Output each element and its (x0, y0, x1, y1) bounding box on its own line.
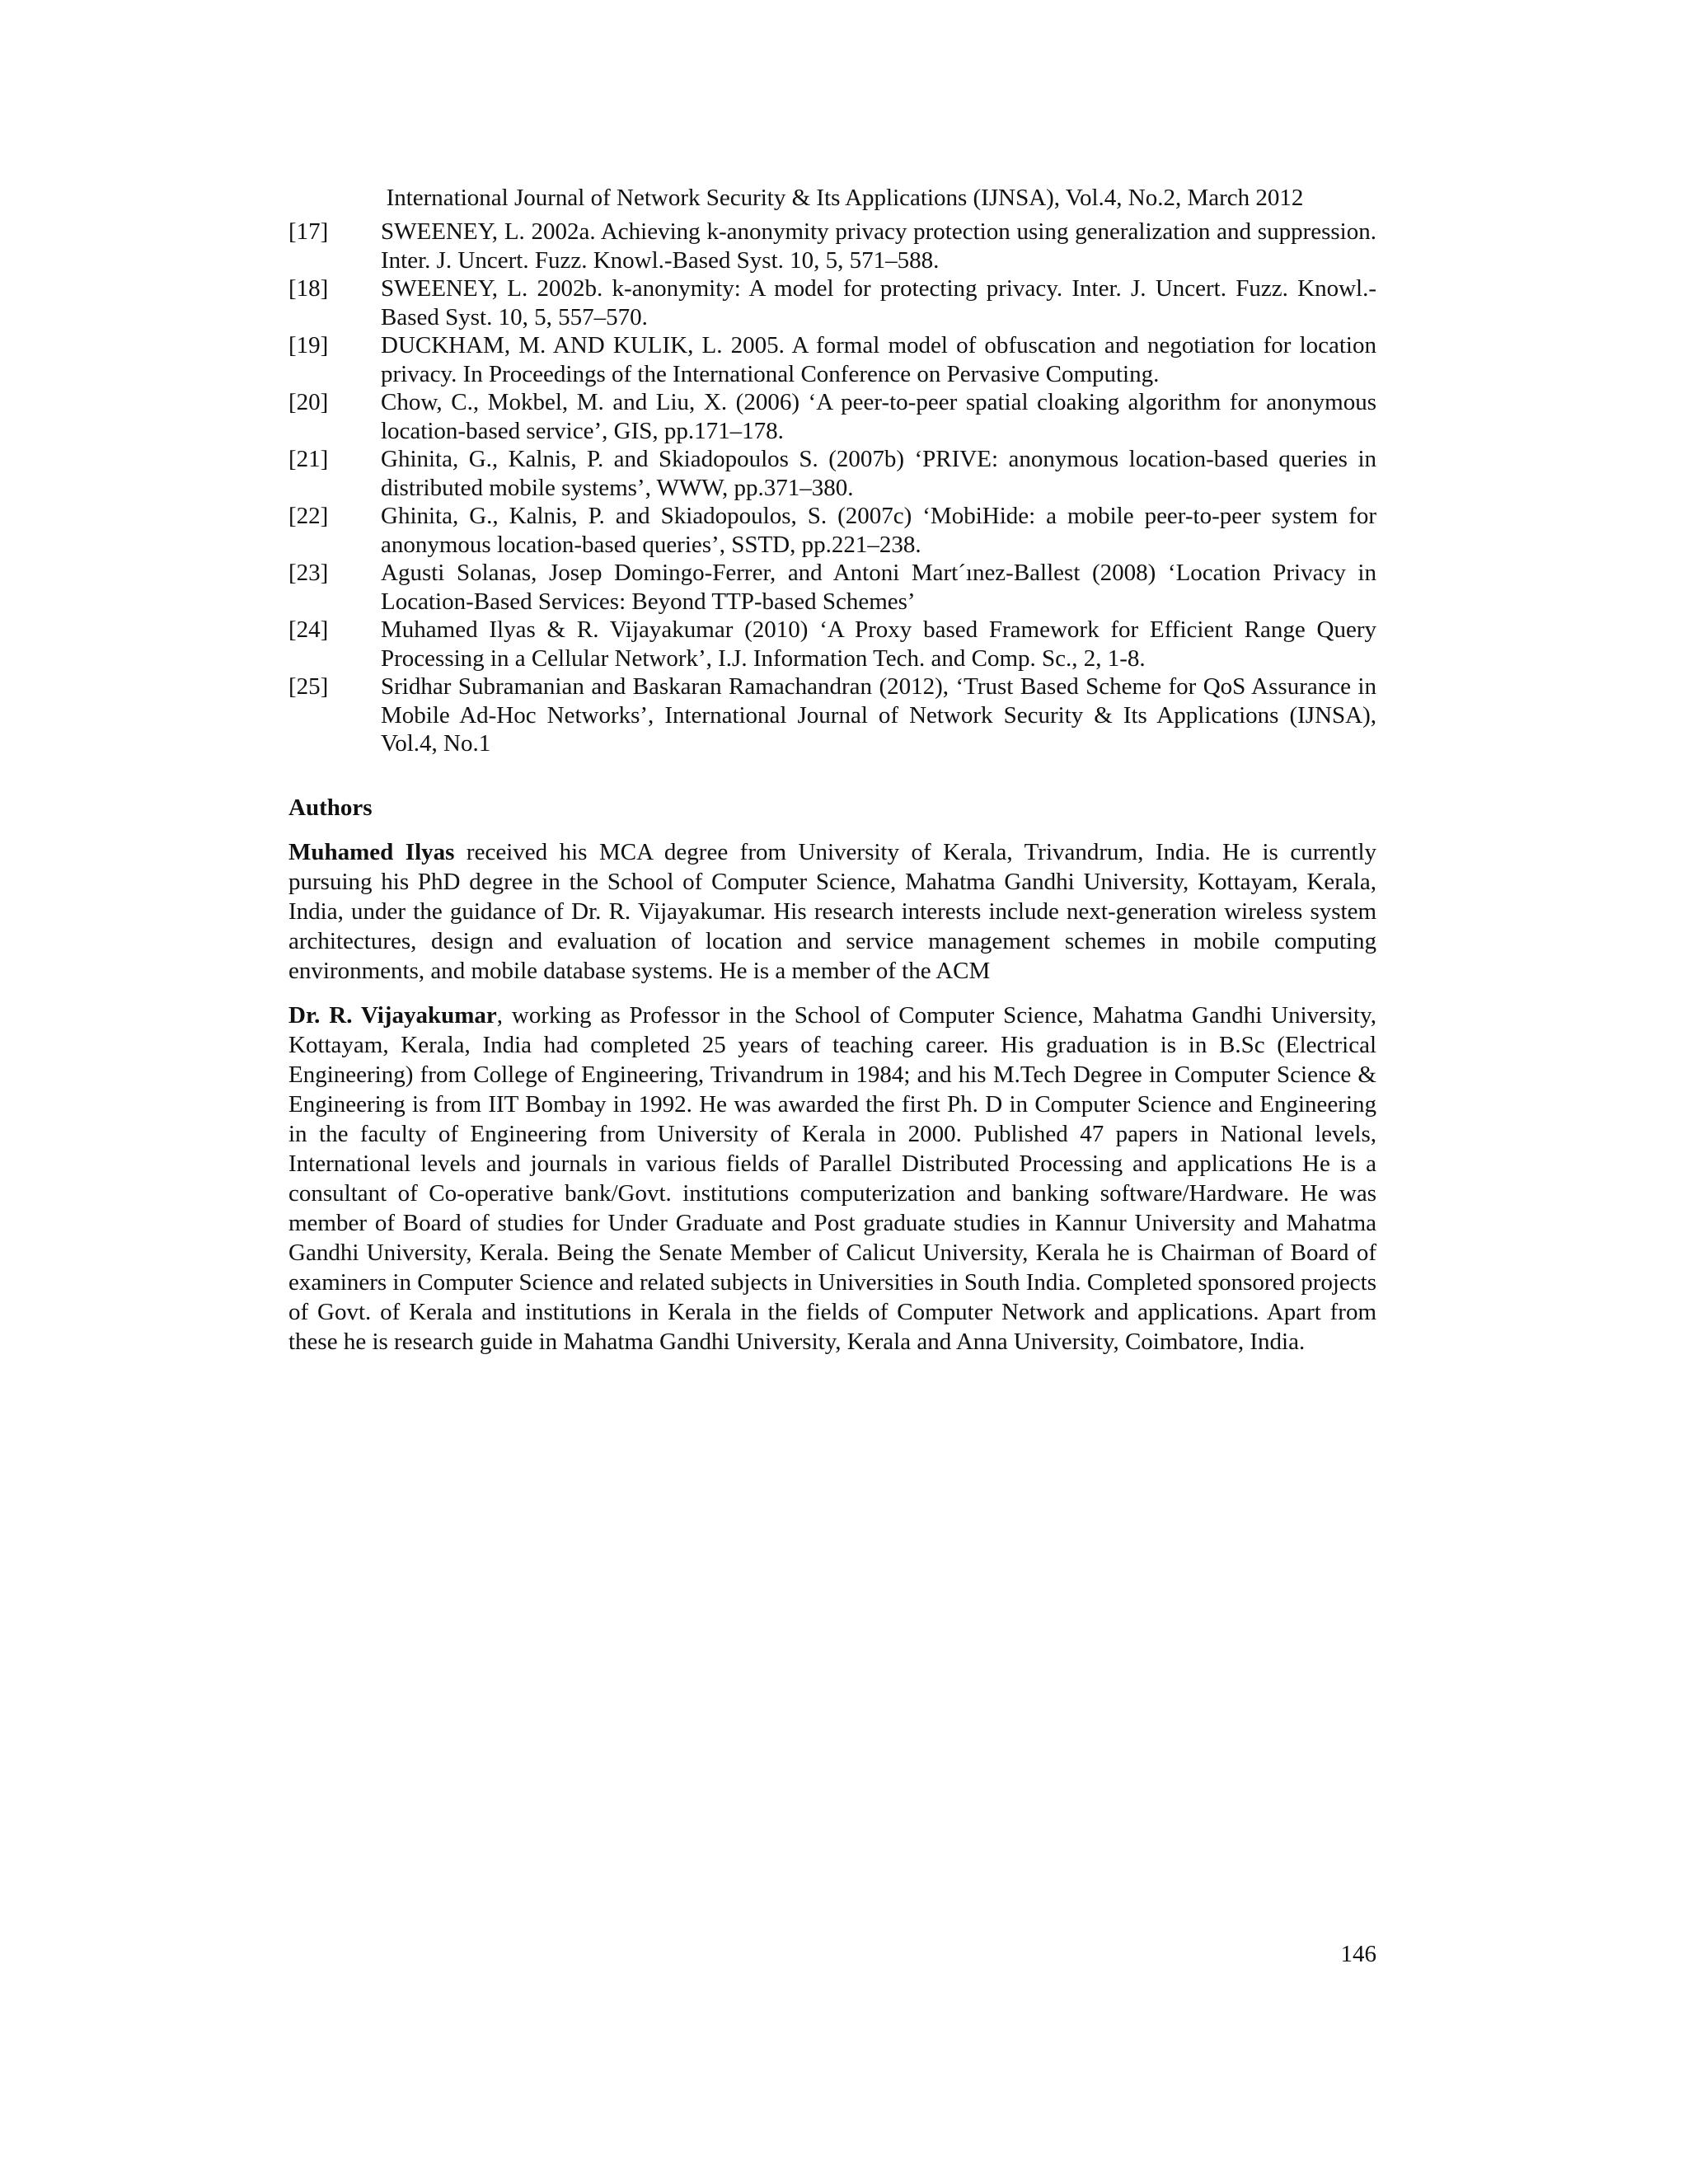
reference-item (288, 445, 1376, 502)
reference-text: Muhamed Ilyas & R. Vijayakumar (2010) ‘A Proxy based Framework for Efficient Range Query Processing in a Cellular Network’, I.J. Information Tech. and Comp. Sc., 2, 1-8. (381, 616, 1376, 672)
reference-list (288, 218, 1376, 758)
author-bio-text: , working as Professor in the School of Computer Science, Mahatma Gandhi University, Kottayam, Kerala, India had completed 25 years of teaching career. His graduation is in B.Sc (Electrical Engineering) from College of Engineering, Trivandrum in 1984; and his M.Tech Degree in Computer Science & Engineering is from IIT Bombay in 1992. He was awarded the first Ph. D in Computer Science and Engineering in the faculty of Engineering from University of Kerala in 2000. Published 47 papers in National levels, International levels and journals in various fields of Parallel Distributed Processing and applications He is a consultant of Co-operative bank/Govt. institutions computerization and banking software/Hardware. He was member of Board of studies for Under Graduate and Post graduate studies in Kannur University and Mahatma Gandhi University, Kerala. Being the Senate Member of Calicut University, Kerala he is Chairman of Board of examiners in Computer Science and related subjects in Universities in South India. Completed sponsored projects of Govt. of Kerala and institutions in Kerala in the fields of Computer Network and applications. Apart from these he is research guide in Mahatma Gandhi University, Kerala and Anna University, Coimbatore, India. (288, 1002, 1377, 1355)
page-number: 146 (1340, 1941, 1376, 1967)
reference-number: [25] (288, 673, 329, 700)
author-bio (288, 1001, 1376, 1357)
reference-item (288, 616, 1376, 673)
reference-item (288, 673, 1376, 758)
reference-number: [20] (288, 389, 329, 415)
reference-item (288, 218, 1376, 274)
reference-number: [18] (288, 275, 329, 302)
author-bio (288, 837, 1376, 986)
reference-item (288, 502, 1376, 559)
reference-text: DUCKHAM, M. AND KULIK, L. 2005. A formal model of obfuscation and negotiation for location privacy. In Proceedings of the International Conference on Pervasive Computing. (381, 332, 1376, 387)
reference-text: Sridhar Subramanian and Baskaran Ramachandran (2012), ‘Trust Based Scheme for QoS Assurance in Mobile Ad-Hoc Networks’, International Journal of Network Security & Its Applications (IJNSA), Vol.4, No.1 (381, 673, 1376, 757)
reference-text: SWEENEY, L. 2002b. k-anonymity: A model for protecting privacy. Inter. J. Uncert. Fuzz. Knowl.-Based Syst. 10, 5, 557–570. (381, 275, 1376, 330)
reference-item (288, 388, 1376, 445)
reference-item (288, 559, 1376, 616)
reference-item (288, 274, 1376, 331)
reference-number: [17] (288, 218, 329, 245)
reference-text: Agusti Solanas, Josep Domingo-Ferrer, and Antoni Mart´ınez-Ballest (2008) ‘Location Privacy in Location-Based Services: Beyond TTP-based Schemes’ (381, 560, 1376, 615)
reference-item (288, 331, 1376, 388)
author-name: Dr. R. Vijayakumar (288, 1002, 497, 1029)
reference-number: [21] (288, 446, 329, 472)
reference-number: [22] (288, 503, 329, 529)
reference-text: Ghinita, G., Kalnis, P. and Skiadopoulos S. (2007b) ‘PRIVE: anonymous location-based queries in distributed mobile systems’, WWW, pp.371–380. (381, 446, 1376, 501)
running-header: International Journal of Network Security & Its Applications (IJNSA), Vol.4, No.2, March 2012 (386, 185, 1304, 211)
reference-number: [24] (288, 616, 329, 643)
author-name: Muhamed Ilyas (288, 839, 455, 865)
reference-number: [19] (288, 332, 329, 359)
authors-heading: Authors (288, 794, 373, 821)
author-bio-text: received his MCA degree from University of Kerala, Trivandrum, India. He is currently pursuing his PhD degree in the School of Computer Science, Mahatma Gandhi University, Kottayam, Kerala, India, under the guidance of Dr. R. Vijayakumar. His research interests include next-generation wireless system architectures, design and evaluation of location and service management schemes in mobile computing environments, and mobile database systems. He is a member of the ACM (288, 839, 1377, 984)
reference-number: [23] (288, 560, 329, 586)
reference-text: Ghinita, G., Kalnis, P. and Skiadopoulos, S. (2007c) ‘MobiHide: a mobile peer-to-peer system for anonymous location-based queries’, SSTD, pp.221–238. (381, 503, 1376, 558)
reference-text: Chow, C., Mokbel, M. and Liu, X. (2006) ‘A peer-to-peer spatial cloaking algorithm for anonymous location-based service’, GIS, pp.171–178. (381, 389, 1376, 444)
reference-text: SWEENEY, L. 2002a. Achieving k-anonymity privacy protection using generalization and suppression. Inter. J. Uncert. Fuzz. Knowl.-Based Syst. 10, 5, 571–588. (381, 218, 1376, 274)
